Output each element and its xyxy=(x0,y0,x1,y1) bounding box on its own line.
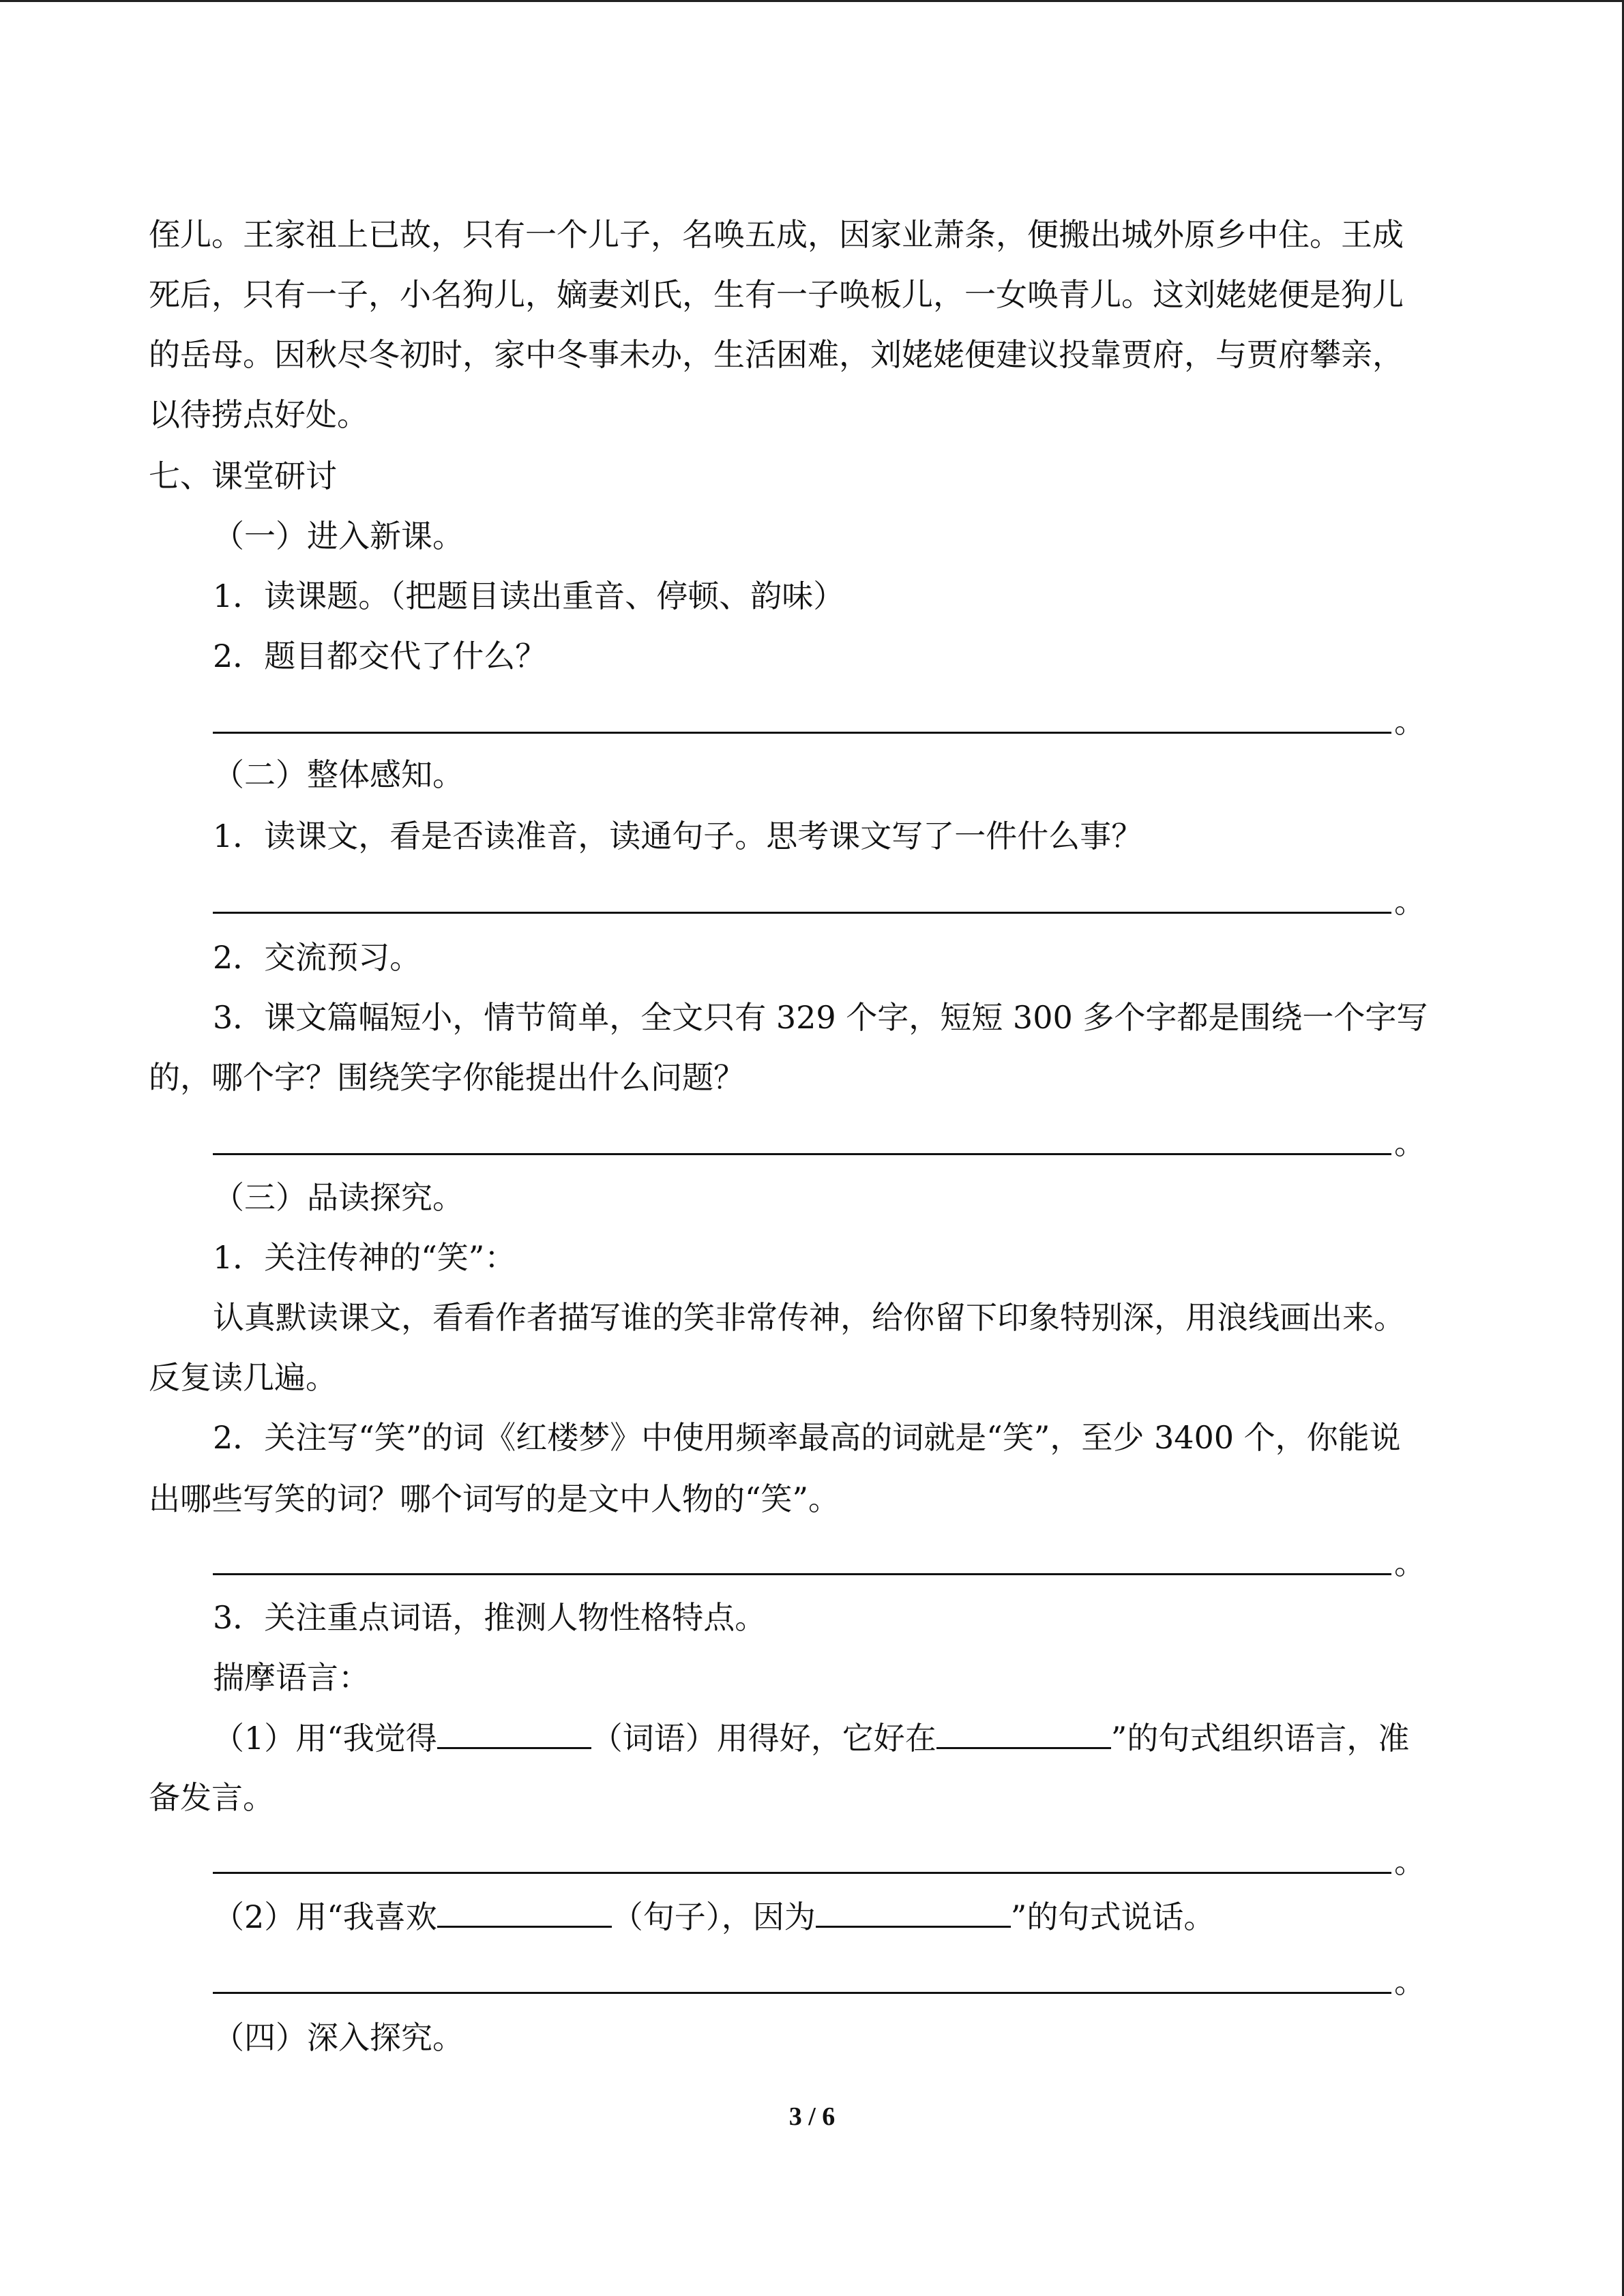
intro-line: 侄儿。王家祖上已故，只有一个儿子，名唤五成，因家业萧条，便搬出城外原乡中住。王成 xyxy=(149,216,1404,253)
top-border xyxy=(0,0,1624,2)
question: 2．关注写“笑”的词《红楼梦》中使用频率最高的词就是“笑”，至少 3400 个，你能说 xyxy=(213,1419,1401,1456)
sentence-pattern-1-cont: 备发言。 xyxy=(149,1779,274,1816)
pattern-text: （2）用“我喜欢 xyxy=(213,1898,437,1935)
part-heading: （四）深入探究。 xyxy=(213,2019,464,2056)
question: 3．课文篇幅短小，情节简单，全文只有 329 个字，短短 300 多个字都是围绕一个字写 xyxy=(213,999,1428,1036)
sentence-pattern-2 xyxy=(213,1896,1215,1937)
fill-blank[interactable] xyxy=(437,1896,612,1928)
pattern-text: ”的句式说话。 xyxy=(1010,1898,1215,1935)
question: 的，哪个字？围绕笑字你能提出什么问题？ xyxy=(149,1059,745,1096)
answer-line[interactable] xyxy=(213,912,1391,914)
pattern-text: ”的句式组织语言，准 xyxy=(1110,1720,1410,1757)
pattern-text: （句子），因为 xyxy=(611,1898,816,1935)
fill-blank[interactable] xyxy=(437,1717,591,1749)
question: 3．关注重点词语，推测人物性格特点。 xyxy=(213,1599,767,1636)
question-text: 认真默读课文，看看作者描写谁的笑非常传神，给你留下印象特别深，用浪线画出来。 xyxy=(213,1299,1405,1336)
part-heading: （三）品读探究。 xyxy=(213,1179,464,1216)
question: 2．交流预习。 xyxy=(213,939,422,976)
intro-line: 以待捞点好处。 xyxy=(149,396,368,433)
part-heading: （二）整体感知。 xyxy=(213,756,464,793)
pattern-text: （词语）用得好，它好在 xyxy=(591,1720,936,1757)
answer-period: 。 xyxy=(1394,1545,1426,1581)
fill-blank[interactable] xyxy=(816,1896,1011,1928)
answer-period: 。 xyxy=(1394,1843,1426,1880)
pattern-text: （1）用“我觉得 xyxy=(213,1720,437,1757)
question-text: 揣摩语言： xyxy=(213,1659,370,1696)
question: 1．关注传神的“笑”： xyxy=(213,1239,516,1276)
answer-line[interactable] xyxy=(213,1992,1391,1994)
section-title: 七、课堂研讨 xyxy=(149,458,337,494)
question: 出哪些写笑的词？哪个词写的是文中人物的“笑”。 xyxy=(149,1480,840,1517)
answer-line[interactable] xyxy=(213,1573,1391,1575)
sentence-pattern-1 xyxy=(213,1717,1409,1758)
question: 1．读课文，看是否读准音，读通句子。思考课文写了一件什么事？ xyxy=(213,818,1143,854)
answer-line[interactable] xyxy=(213,1153,1391,1155)
answer-period: 。 xyxy=(1394,703,1426,740)
part-heading: （一）进入新课。 xyxy=(213,518,464,554)
question-text: 反复读几遍。 xyxy=(149,1359,337,1396)
answer-period: 。 xyxy=(1394,1963,1426,2000)
question: 1．读课题。（把题目读出重音、停顿、韵味） xyxy=(213,578,845,614)
answer-period: 。 xyxy=(1394,883,1426,920)
answer-line[interactable] xyxy=(213,1872,1391,1874)
question: 2．题目都交代了什么？ xyxy=(213,638,547,674)
intro-line: 死后，只有一子，小名狗儿，嫡妻刘氏，生有一子唤板儿，一女唤青儿。这刘姥姥便是狗儿 xyxy=(149,276,1404,313)
answer-period: 。 xyxy=(1394,1124,1426,1161)
intro-line: 的岳母。因秋尽冬初时，家中冬事未办，生活困难，刘姥姥便建议投靠贾府，与贾府攀亲， xyxy=(149,336,1404,373)
fill-blank[interactable] xyxy=(936,1717,1111,1749)
answer-line[interactable] xyxy=(213,732,1391,734)
page-number: 3 / 6 xyxy=(788,2102,836,2131)
